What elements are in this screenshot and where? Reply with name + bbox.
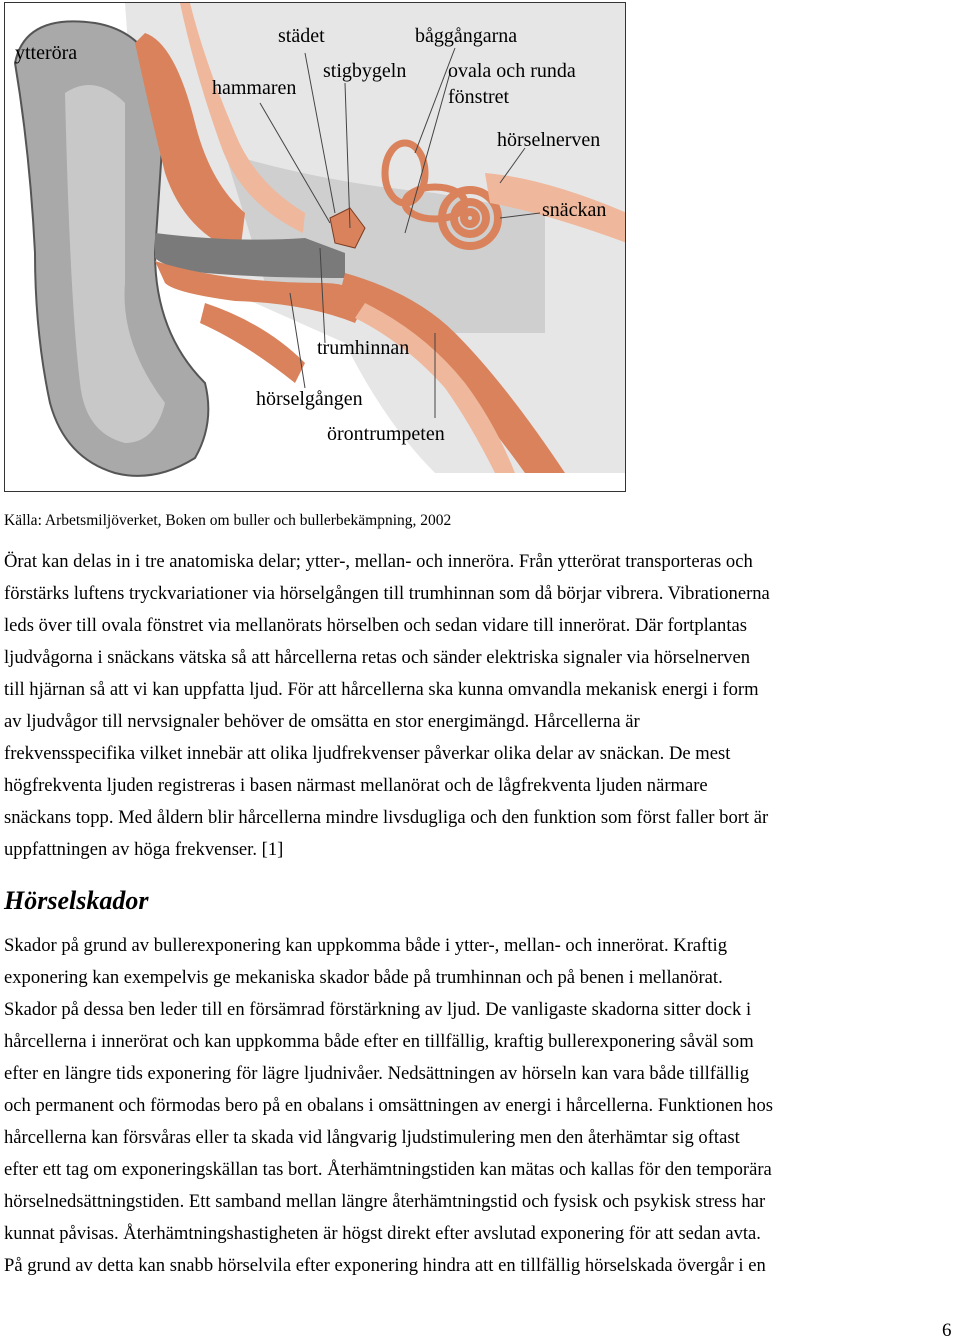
text-line: efter ett tag om exponeringskällan tas bort. Återhämtningstiden kan mätas och kallas för den temporära	[4, 1159, 772, 1180]
figure-caption: Källa: Arbetsmiljöverket, Boken om buller och bullerbekämpning, 2002	[4, 512, 452, 529]
label-ovala-line2: fönstret	[448, 86, 510, 108]
label-snackan: snäckan	[542, 199, 607, 221]
label-hammaren: hammaren	[212, 77, 297, 99]
label-stigbygeln: stigbygeln	[323, 60, 407, 82]
text-line: till hjärnan så att vi kan uppfatta ljud. För att hårcellerna ska kunna omvandla mekanisk energi i form	[4, 679, 759, 700]
ear-anatomy-figure	[4, 2, 626, 492]
label-baggangarna: båggångarna	[415, 25, 518, 47]
text-line: hårcellerna i innerörat och kan uppkomma både efter en tillfällig, kraftig bullerexponering såväl som	[4, 1031, 754, 1052]
text-line: ljudvågorna i snäckans vätska så att hårcellerna retas och sänder elektriska signaler via hörselnerven	[4, 647, 751, 668]
paragraph-1	[4, 546, 960, 866]
text-line: frekvensspecifika vilket innebär att olika ljudfrekvenser påverkar olika delar av snäckan. De mest	[4, 743, 731, 764]
paragraph-2	[4, 930, 960, 1282]
text-line: På grund av detta kan snabb hörselvila efter exponering hindra att en tillfällig hörselskada övergår i en	[4, 1255, 766, 1276]
text-line: efter en längre tids exponering för lägre ljudnivåer. Nedsättningen av hörseln kan vara både tillfällig	[4, 1063, 750, 1084]
text-line: Skador på dessa ben leder till en försämrad förstärkning av ljud. De vanligaste skadorna sitter dock i	[4, 999, 752, 1020]
text-line: och permanent och förmodas bero på en obalans i omsättningen av energi i hårcellerna. Funktionen hos	[4, 1095, 773, 1116]
text-line: uppfattningen av höga frekvenser. [1]	[4, 839, 284, 860]
text-line: hörselnedsättningstiden. Ett samband mellan längre återhämtningstid och fysisk och psykisk stress har	[4, 1191, 766, 1212]
text-line: Skador på grund av bullerexponering kan uppkomma både i ytter-, mellan- och innerörat. Kraftig	[4, 935, 728, 956]
text-line: av ljudvågor till nervsignaler behöver de omsätta en stor energimängd. Hårcellerna är	[4, 711, 640, 732]
text-line: leds över till ovala fönstret via mellanörats hörselben och sedan vidare till innerörat. Där fortplantas	[4, 615, 747, 636]
text-line: förstärks luftens tryckvariationer via hörselgången till trumhinnan som då börjar vibrera. Vibrationerna	[4, 583, 770, 604]
text-line: Örat kan delas in i tre anatomiska delar; ytter-, mellan- och inneröra. Från ytterörat transporteras och	[4, 551, 753, 572]
label-horselnerven: hörselnerven	[497, 129, 601, 151]
label-orontrumpeten: örontrumpeten	[327, 423, 445, 445]
text-line: snäckans topp. Med åldern blir hårcellerna mindre livsdugliga och den funktion som först faller bort är	[4, 807, 769, 828]
page-number: 6	[942, 1320, 952, 1341]
text-line: exponering kan exempelvis ge mekaniska skador både på trumhinnan och på benen i mellanörat.	[4, 967, 723, 988]
text-line: högfrekventa ljuden registreras i basen närmast mellanörat och de lågfrekventa ljuden närmare	[4, 775, 708, 796]
text-line: kunnat påvisas. Återhämtningshastigheten är högst direkt efter avslutad exponering för att sedan avta.	[4, 1223, 761, 1244]
section-heading: Hörselskador	[4, 886, 149, 915]
label-ovala-line1: ovala och runda	[448, 60, 576, 82]
label-stadet: städet	[278, 25, 325, 47]
label-ytterora: ytteröra	[15, 42, 78, 64]
label-horselgangen: hörselgången	[256, 388, 363, 410]
text-line: hårcellerna kan försvåras eller ta skada vid långvarig ljudstimulering men den återhämtar sig oftast	[4, 1127, 740, 1148]
label-trumhinnan: trumhinnan	[317, 337, 410, 359]
